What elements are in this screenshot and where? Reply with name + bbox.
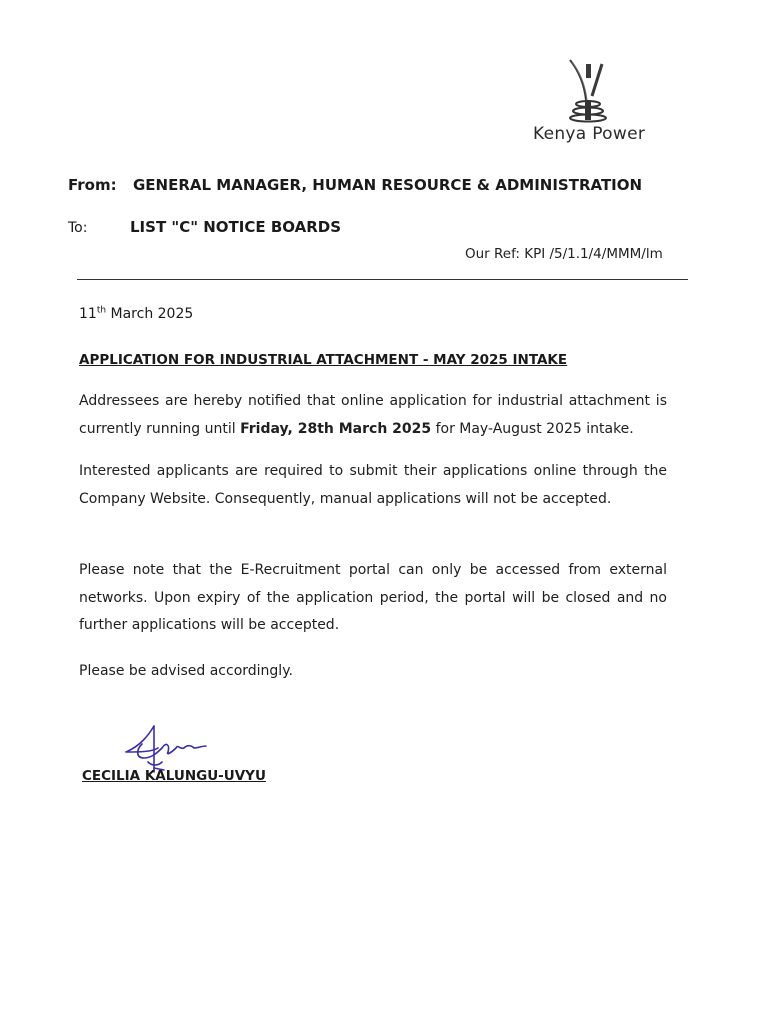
from-label: From: [68,176,117,194]
reference-number: Our Ref: KPI /5/1.1/4/MMM/lm [465,246,663,262]
paragraph-1 [79,388,667,443]
signatory-name: CECILIA KALUNGU-UVYU [82,768,266,784]
from-value: GENERAL MANAGER, HUMAN RESOURCE & ADMINISTRATION [133,176,643,194]
paragraph-4: Please be advised accordingly. [79,663,293,679]
date-day: 11 [79,306,97,322]
divider [77,279,688,280]
deadline-date: Friday, 28th March 2025 [240,420,432,437]
kenya-power-logo-icon [556,56,620,128]
p1-text-end: for May-August 2025 intake. [431,420,634,437]
date-suffix: th [96,305,107,316]
paragraph-3: Please note that the E-Recruitment portal can only be accessed from external networks. Upon expiry of the application period, the portal will be closed and no further applications will be accepted. [79,562,667,633]
to-label: To: [68,220,88,236]
date-rest: March 2025 [106,306,194,322]
p1-text-start: Addressees are hereby notified that online application for industrial attachment is currently running until [79,393,667,437]
brand-name: Kenya Power [533,124,646,144]
to-value: LIST "C" NOTICE BOARDS [130,218,342,236]
letter-date [79,306,193,322]
subject-line: APPLICATION FOR INDUSTRIAL ATTACHMENT - MAY 2025 INTAKE [79,352,568,368]
paragraph-2: Interested applicants are required to submit their applications online through the Company Website. Consequently, manual applications will not be accepted. [79,463,667,507]
